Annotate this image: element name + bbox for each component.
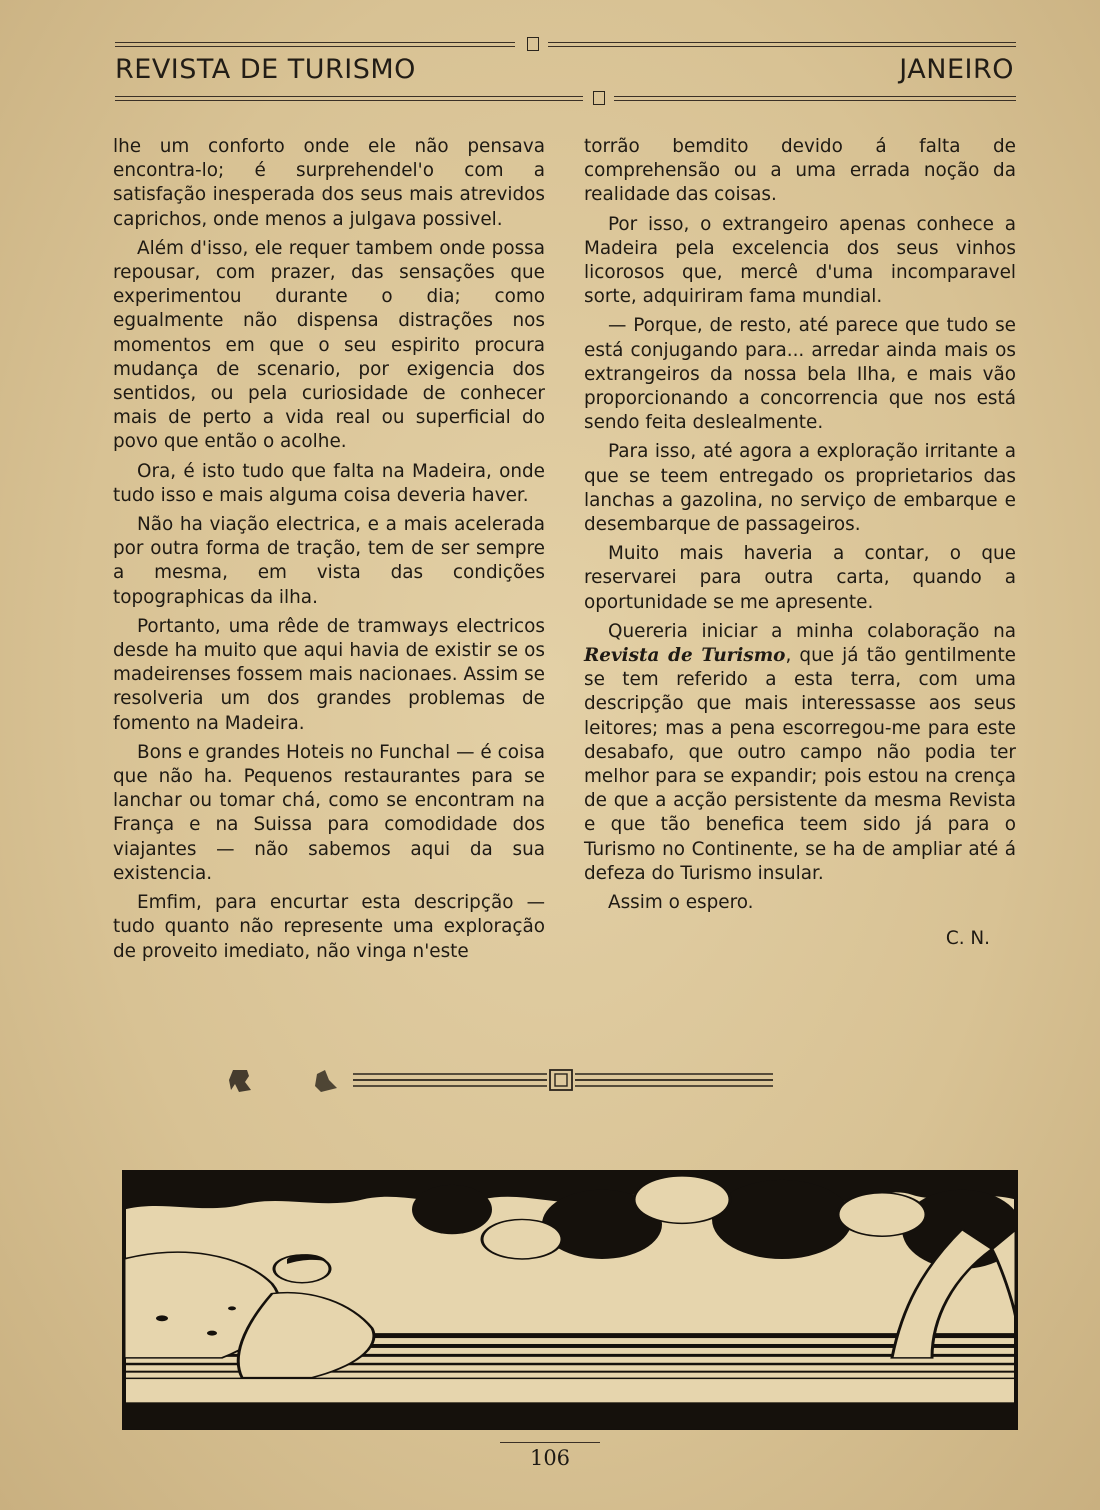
paragraph-6-start: Quereria iniciar a minha colaboração na [608,620,1016,642]
author-signature: C. N. [945,928,990,950]
right-paragraph-3: — Porque, de resto, até parece que tudo se está conjugando para... arredar ainda mais os extrangeiros da nossa bela Ilha, e mais vão proporcionando a concorrencia que nos está sendo feita deslealmente. [584,315,1016,434]
left-paragraph-3: Ora, é isto tudo que falta na Madeira, onde tudo isso e mais alguma coisa deveria haver. [113,460,545,506]
header-bottom-ornament [593,91,605,105]
left-paragraph-6: Bons e grandes Hoteis no Funchal — é coisa que não ha. Pequenos restaurantes para se lanchar ou tomar chá, como se encontram na França e na Suissa para comodidade dos viajantes — não sabemos aqui da sua existencia. [113,741,545,884]
magazine-title: REVISTA DE TURISMO [115,54,416,85]
page-number-rule [500,1442,600,1443]
left-paragraph-5: Portanto, uma rêde de tramways electricos desde ha muito que aqui havia de existir se os madeirenses fossem mais nacionaes. Assim se resolveria um dos grandes problemas de fomento na Madeira. [113,615,545,734]
decorative-divider [225,1062,785,1102]
page-number: 106 [529,1446,571,1470]
right-paragraph-6 [584,620,1016,886]
header-bottom-rule-right [614,96,1016,101]
header-bottom-rule-left [115,96,583,101]
right-paragraph-1: torrão bemdito devido á falta de comprehensão ou a uma errada noção da realidade das coisas. [584,136,1016,206]
month-title: JANEIRO [899,54,1014,85]
header-top-rule-left [115,42,515,47]
header-top-ornament [527,37,539,51]
right-paragraph-2: Por isso, o extrangeiro apenas conhece a Madeira pela excelencia dos seus vinhos licorosos que, mercê d'uma incomparavel sorte, adquiriram fama mundial. [584,213,1016,308]
decorative-illustration [122,1170,1018,1430]
paragraph-6-rest: , que já tão gentilmente se tem referido a esta terra, com uma descripção que mais interessasse aos seus leitores; mas a pena escorregou-me para este desabafo, que outro campo não podia ter melhor para se expandir; pois estou na crença de que a acção persistente da mesma Revista e que tão benefica teem sido já para o Turismo no Continente, se ha de ampliar até á defeza do Turismo insular. [584,645,1016,884]
left-column [113,135,545,964]
right-paragraph-5: Muito mais haveria a contar, o que reservarei para outra carta, quando a oportunidade se me apresente. [584,543,1016,613]
left-paragraph-4: Não ha viação electrica, e a mais acelerada por outra forma de tração, tem de ser sempre a mesma, em vista das condições topographicas da ilha. [113,514,545,608]
magazine-name: Revista de Turismo [584,645,786,667]
header-top-rule-right [548,42,1016,47]
right-paragraph-4: Para isso, até agora a exploração irritante a que se teem entregado os proprietarios das lanchas a gazolina, no serviço de embarque e desembarque de passageiros. [584,441,1016,536]
left-paragraph-1: lhe um conforto onde ele não pensava encontra-lo; é surprehendel'o com a satisfação inesperada dos seus mais atrevidos caprichos, onde menos a julgava possivel. [113,136,545,230]
left-paragraph-2: Além d'isso, ele requer tambem onde possa repousar, com prazer, das sensações que experimentou durante o dia; como egualmente não dispensa distrações nos momentos em que o seu espirito procura mudança de scenario, por exigencia dos sentidos, ou pela curiosidade de conhecer mais de perto a vida real ou superficial do povo que então o acolhe. [113,237,545,453]
closing-line: Assim o espero. [608,892,754,914]
right-column [584,135,1016,952]
left-paragraph-7: Emfim, para encurtar esta descripção — tudo quanto não represente uma exploração de proveito imediato, não vinga n'este [113,892,545,962]
